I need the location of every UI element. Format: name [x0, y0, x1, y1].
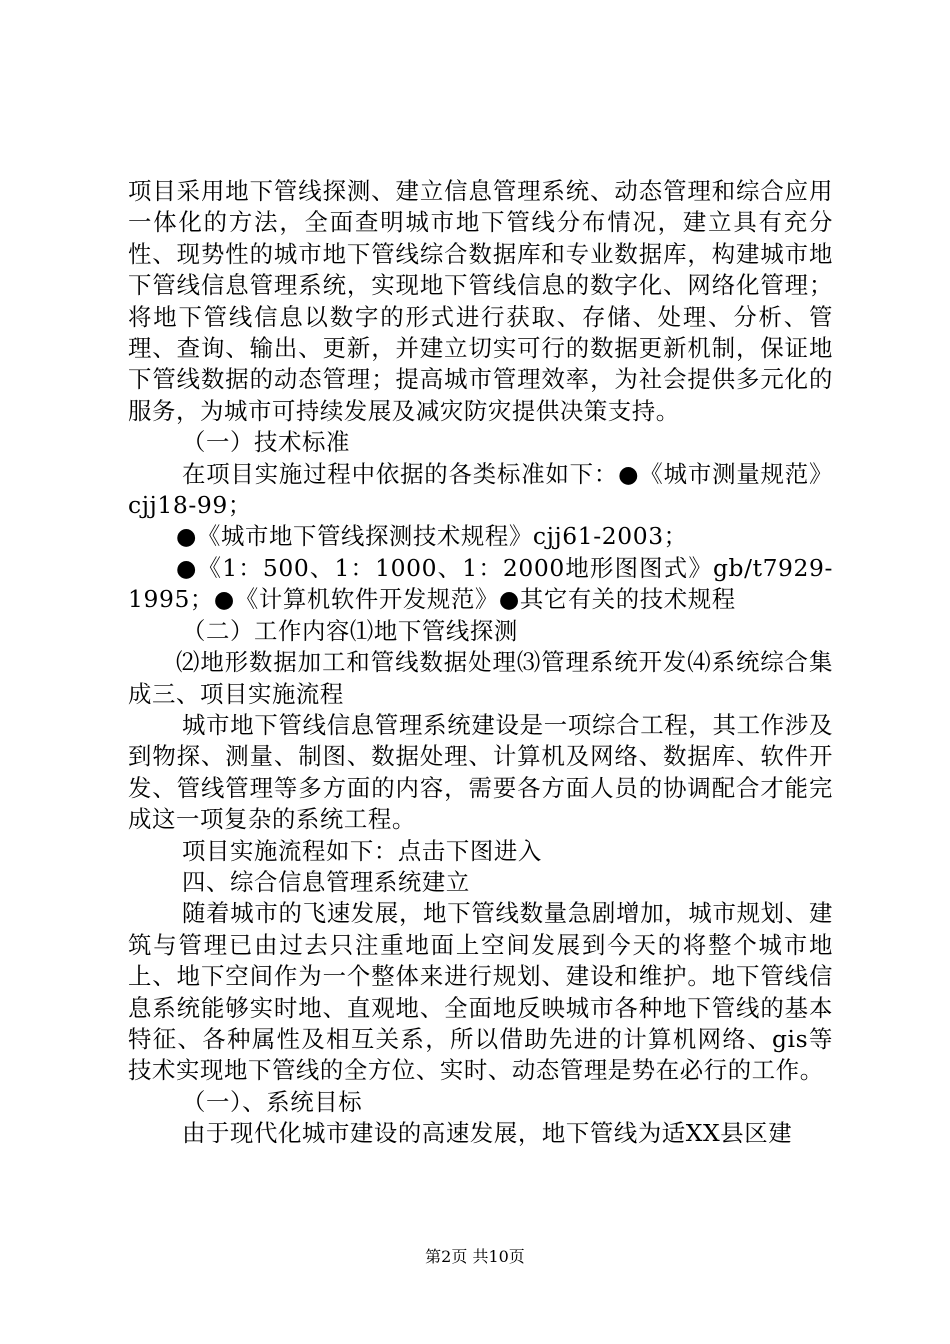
paragraph-modern-construction: 由于现代化城市建设的高速发展，地下管线为适XX县区建 [182, 1119, 793, 1148]
heading-technical-standards: （一）技术标准 [182, 428, 350, 457]
paragraph-city-development: 随着城市的飞速发展，地下管线数量急剧增加，城市规划、建筑与管理已由过去只注重地面上空间发展到今天的将整个城市地上、地下空间作为一个整体来进行规划、建设和维护。地下管线信息系统能够实时地、直观地、全面地反映城市各种地下管线的基本特征、各种属性及相互关系，所以借助先进的计算机网络、gis等技术实现地下管线的全方位、实时、动态管理是势在必行的工作。 [128, 899, 833, 1085]
paragraph-project-approach: 项目采用地下管线探测、建立信息管理系统、动态管理和综合应用一体化的方法，全面查明城市地下管线分布情况，建立具有充分性、现势性的城市地下管线综合数据库和专业数据库，构建城市地下管线信息管理系统，实现地下管线信息的数字化、网络化管理；将地下管线信息以数字的形式进行获取、存储、处理、分析、管理、查询、输出、更新，并建立切实可行的数据更新机制，保证地下管线数据的动态管理；提高城市管理效率，为社会提供多元化的服务，为城市可持续发展及减灾防灾提供决策支持。 [128, 177, 833, 425]
paragraph-standard-cjj61: ●《城市地下管线探测技术规程》cjj61-2003； [176, 522, 688, 551]
paragraph-implementation-flow: 项目实施流程如下：点击下图进入 [182, 836, 542, 865]
paragraph-standards-intro: 在项目实施过程中依据的各类标准如下：●《城市测量规范》cjj18-99； [128, 459, 833, 520]
heading-work-content: （二）工作内容⑴地下管线探测 [182, 616, 518, 645]
page-footer: 第2页 共10页 [425, 1247, 525, 1266]
paragraph-work-items: ⑵地形数据加工和管线数据处理⑶管理系统开发⑷系统综合集成三、项目实施流程 [128, 648, 833, 708]
heading-info-system: 四、综合信息管理系统建立 [182, 867, 470, 896]
document-body [128, 176, 833, 1150]
paragraph-system-construction: 城市地下管线信息管理系统建设是一项综合工程，其工作涉及到物探、测量、制图、数据处理、计算机及网络、数据库、软件开发、管线管理等多方面的内容，需要各方面人员的协调配合才能完成这一项复杂的系统工程。 [128, 710, 833, 834]
heading-system-goals: （一）、系统目标 [182, 1087, 363, 1116]
paragraph-standard-gb7929: ●《1：500、1：1000、1：2000地形图图式》gb/t7929-1995；●《计算机软件开发规范》●其它有关的技术规程 [128, 553, 833, 614]
